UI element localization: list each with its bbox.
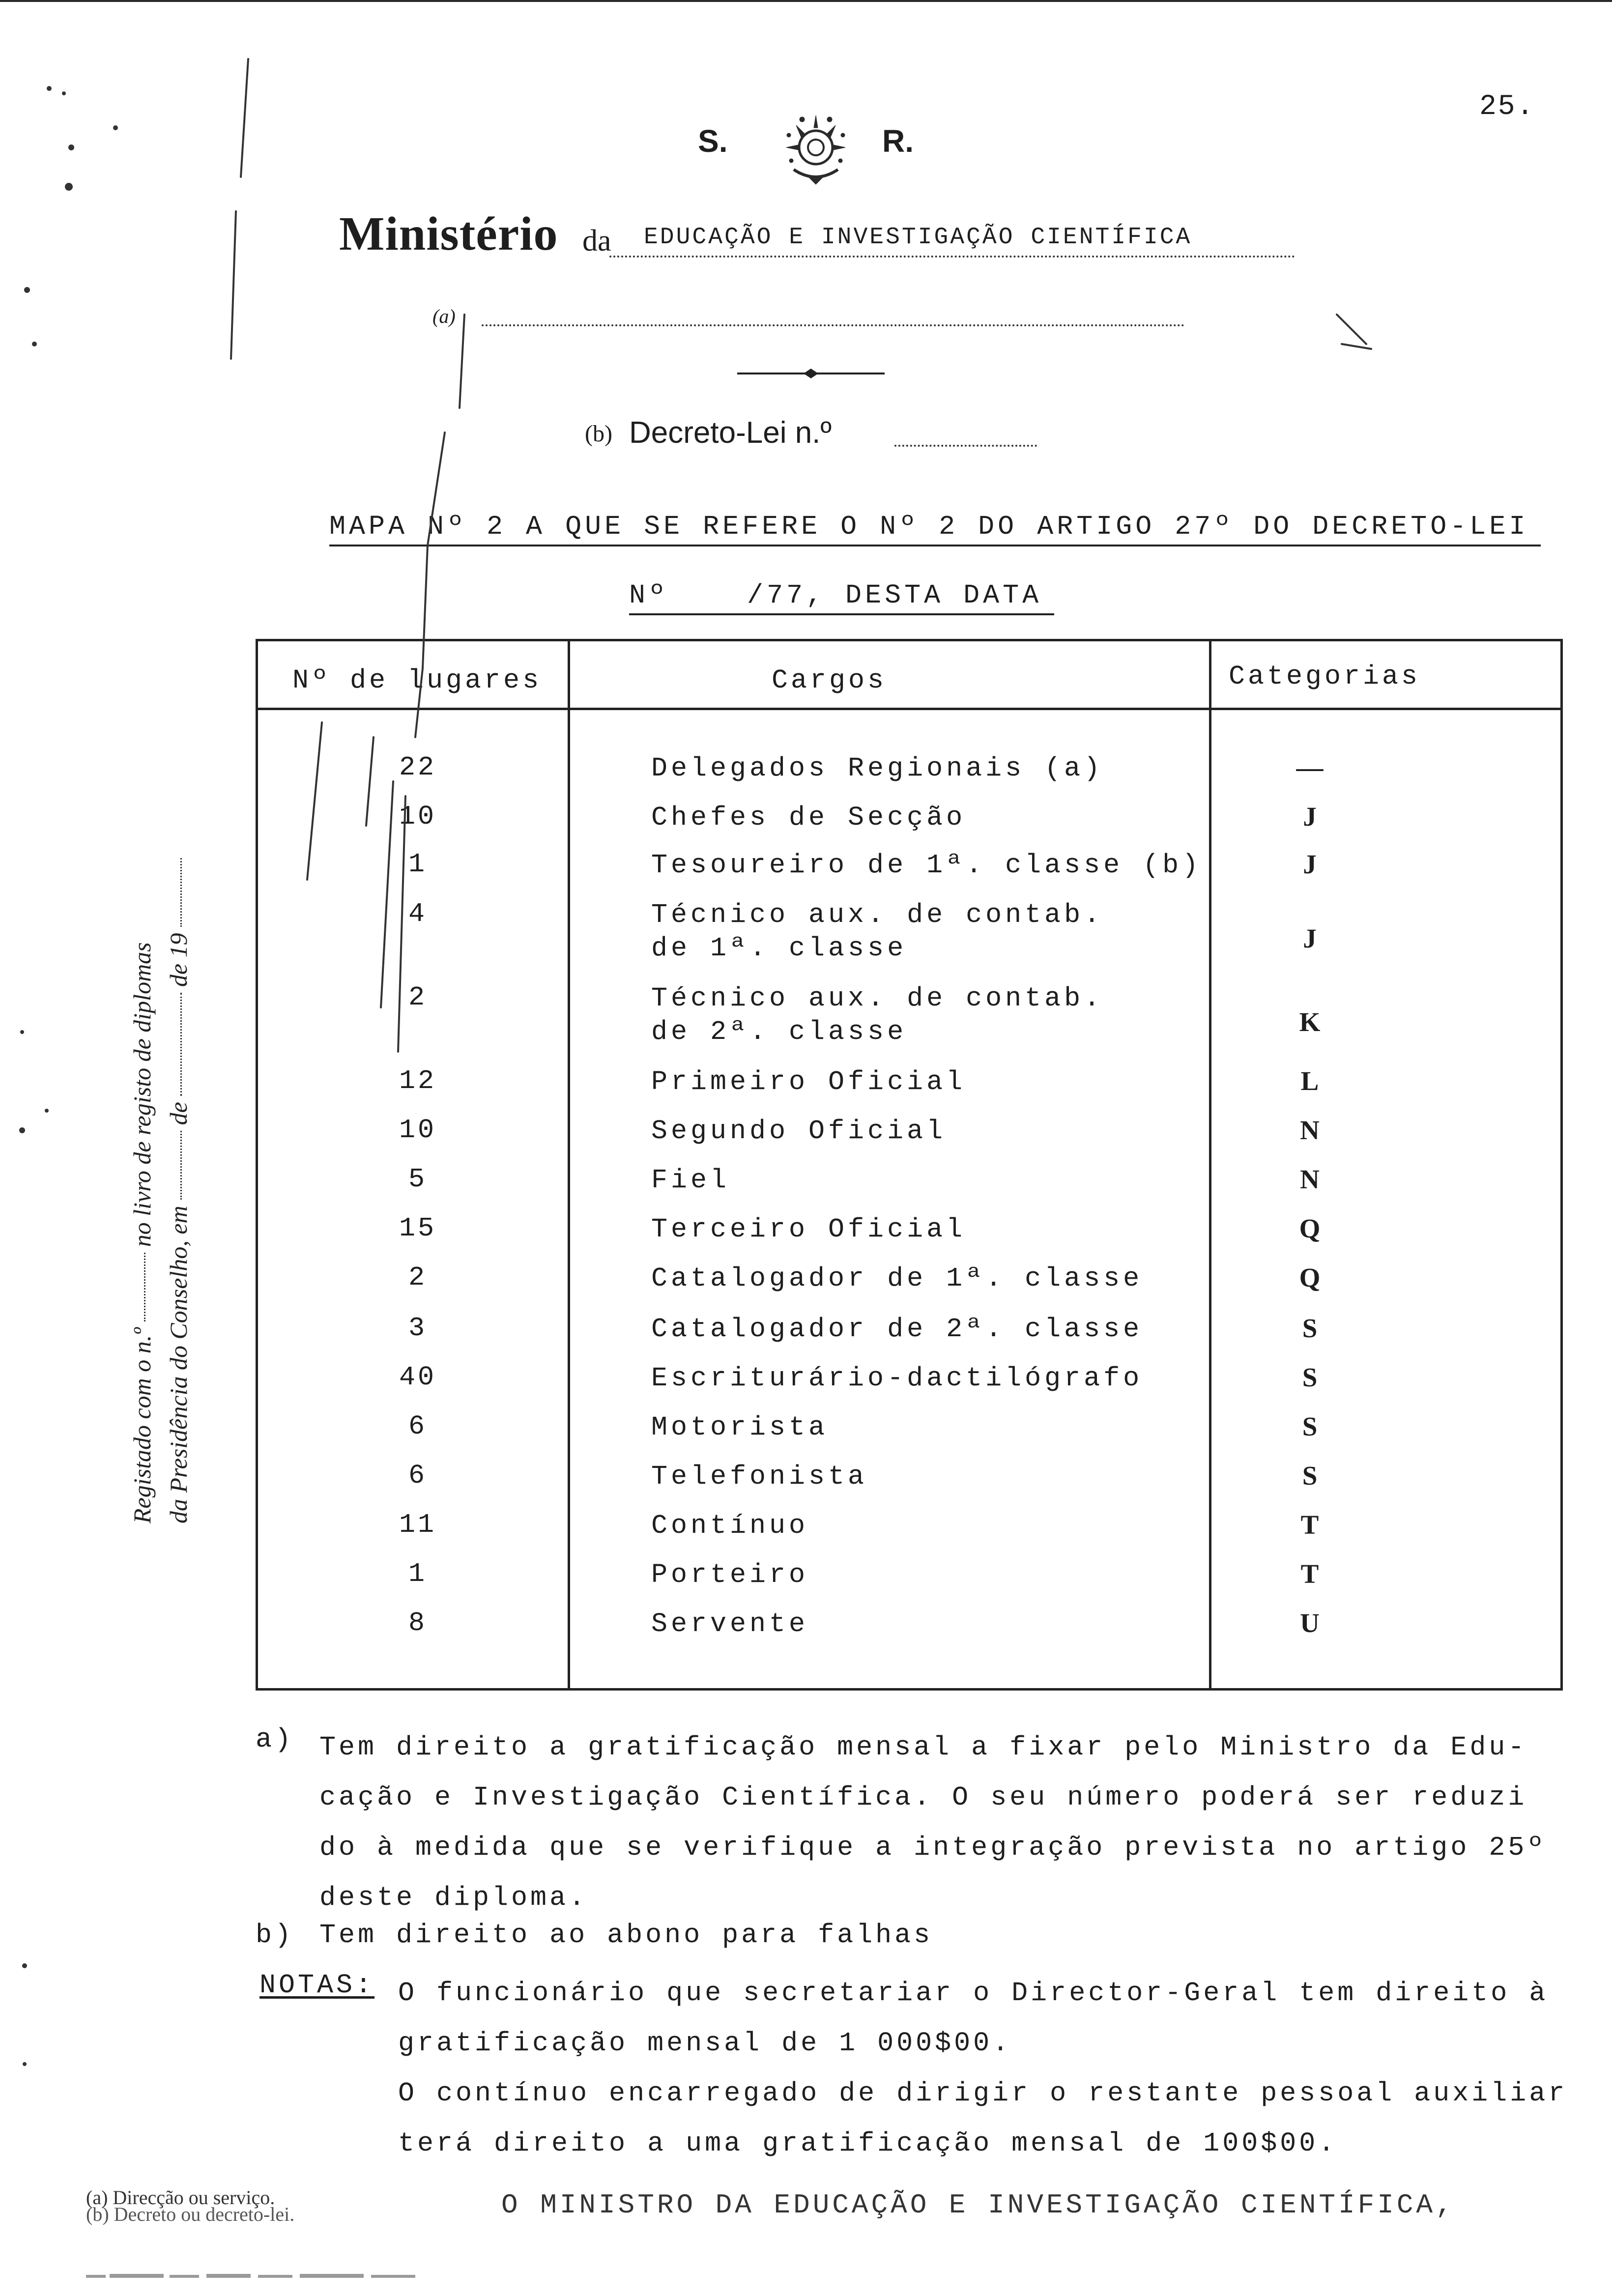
cell-count: 6 [408, 1460, 427, 1491]
cell-category: N [1300, 1115, 1320, 1145]
cell-cargo: Segundo Oficial [651, 1116, 947, 1147]
cell-count: 10 [399, 1115, 436, 1146]
line-b-label: (b) [585, 421, 612, 447]
footnote-a: (a) Direcção ou serviço. [86, 2186, 275, 2209]
cell-count: 4 [408, 898, 427, 929]
cell-cargo: Telefonista [651, 1461, 868, 1492]
cell-cargo: Servente [651, 1608, 809, 1639]
column-divider [1209, 641, 1211, 1688]
margin-presidency-label: da Presidência do Conselho, em [165, 1205, 192, 1523]
map-subtitle: Nº /77, DESTA DATA [629, 580, 1042, 611]
cell-count: 2 [408, 1262, 427, 1293]
cell-category: — [1296, 752, 1324, 782]
cell-cargo: Chefes de Secção [651, 802, 966, 833]
ministry-dotted-line [609, 256, 1295, 258]
top-rule [0, 0, 1612, 2]
cell-count: 22 [399, 752, 436, 783]
header-divider [258, 708, 1560, 710]
decree-label: Decreto-Lei n.º [629, 416, 832, 450]
header-emblem-line [688, 106, 963, 189]
column-header-categorias: Categorias [1229, 661, 1421, 692]
ministry-title: Ministério [339, 207, 558, 260]
cell-category: J [1303, 849, 1317, 879]
cell-category: Q [1299, 1263, 1321, 1292]
cell-count: 15 [399, 1213, 436, 1244]
cell-count: 3 [408, 1313, 427, 1344]
margin-line-1 [128, 942, 156, 1523]
line-a-dotted-line [482, 324, 1184, 326]
cell-category: Q [1299, 1213, 1321, 1243]
cell-category: L [1300, 1066, 1319, 1096]
margin-de-label: de [165, 1102, 192, 1125]
cell-cargo: Motorista [651, 1412, 829, 1443]
cell-count: 10 [399, 801, 436, 832]
page-number: 25. [1479, 91, 1535, 123]
cell-category: T [1300, 1510, 1319, 1540]
cell-count: 12 [399, 1065, 436, 1096]
map-title: MAPA Nº 2 A QUE SE REFERE O Nº 2 DO ARTIGO 27º DO DECRETO-LEI [329, 511, 1529, 542]
decree-dotted-line [894, 445, 1037, 447]
margin-dotted-field [180, 993, 182, 1096]
note-a-text: Tem direito a gratificação mensal a fixar pelo Ministro da Edu- cação e Investigação Científica. O seu número poderá ser reduzi do à medida que se verifique a integração prevista no artigo 25º deste diploma. [319, 1732, 1547, 1913]
cell-count: 6 [408, 1411, 427, 1442]
note-b-label: b) [256, 1920, 294, 1951]
notas-text: O funcionário que secretariar o Director-Geral tem direito à gratificação mensal de 1 000$00. O contínuo encarregado de dirigir o restante pessoal auxiliar terá direito a uma gratificação mensal de 100$00. [398, 1978, 1568, 2159]
cell-cargo: Delegados Regionais (a) [651, 753, 1104, 784]
cell-category: S [1302, 1411, 1318, 1441]
cell-cargo: Fiel [651, 1165, 730, 1196]
margin-dotted-field [180, 858, 182, 927]
cell-category: S [1302, 1461, 1318, 1491]
column-header-lugares: Nº de lugares [292, 665, 542, 696]
cell-cargo: Catalogador de 2ª. classe [651, 1314, 1143, 1345]
cell-count: 1 [408, 849, 427, 880]
cell-category: T [1300, 1559, 1319, 1589]
ministry-article: da [582, 224, 611, 258]
margin-registered-label: Registado com o n.º [128, 1327, 156, 1523]
cell-count: 5 [408, 1164, 427, 1195]
cell-count: 11 [399, 1509, 436, 1540]
cell-cargo: Contínuo [651, 1510, 809, 1541]
margin-year-label: de 19 [165, 933, 192, 987]
margin-book-label: no livro de registo de diplomas [128, 942, 156, 1247]
map-subtitle-underline [629, 613, 1054, 615]
cell-cargo: Porteiro [651, 1559, 809, 1590]
registration-margin-note [128, 590, 197, 1523]
cell-cargo: Técnico aux. de contab. de 1ª. classe [651, 899, 1104, 964]
cell-category: S [1302, 1313, 1318, 1343]
ministry-name: EDUCAÇÃO E INVESTIGAÇÃO CIENTÍFICA [644, 224, 1192, 251]
cell-cargo: Escriturário-dactilógrafo [651, 1363, 1143, 1394]
line-a-label: (a) [432, 305, 456, 327]
margin-line-2 [164, 852, 193, 1523]
cell-category: K [1299, 1007, 1321, 1037]
cell-category: U [1300, 1608, 1320, 1638]
map-title-underline [329, 545, 1541, 546]
coat-of-arms-icon [767, 106, 865, 189]
header-left-letter: S. [698, 123, 728, 159]
printer-mark [86, 2268, 489, 2285]
cell-category: S [1302, 1362, 1318, 1392]
cell-cargo: Técnico aux. de contab. de 2ª. classe [651, 983, 1104, 1047]
cell-cargo: Terceiro Oficial [651, 1214, 966, 1245]
notas-label: NOTAS: [259, 1970, 375, 2001]
note-b-text: Tem direito ao abono para falhas [319, 1920, 933, 1951]
cell-count: 1 [408, 1558, 427, 1589]
cell-count: 8 [408, 1607, 427, 1638]
margin-dotted-field [180, 1131, 182, 1200]
cell-cargo: Catalogador de 1ª. classe [651, 1263, 1143, 1294]
cell-category: J [1303, 802, 1317, 832]
cell-count: 2 [408, 982, 427, 1013]
column-divider [568, 641, 570, 1688]
signature-line: O MINISTRO DA EDUCAÇÃO E INVESTIGAÇÃO CIENTÍFICA, [501, 2189, 1455, 2221]
column-header-cargos: Cargos [772, 665, 887, 696]
note-a-label: a) [256, 1724, 294, 1755]
margin-dotted-field [144, 1253, 145, 1321]
cell-cargo: Tesoureiro de 1ª. classe (b) [651, 850, 1202, 881]
cell-category: N [1300, 1164, 1320, 1194]
header-right-letter: R. [882, 123, 914, 159]
staff-table [256, 639, 1563, 1691]
footnote-b: (b) Decreto ou decreto-lei. [86, 2203, 295, 2225]
diamond-divider [737, 366, 885, 381]
cell-cargo: Primeiro Oficial [651, 1066, 966, 1097]
cell-count: 40 [399, 1362, 436, 1393]
cell-category: J [1303, 923, 1317, 953]
